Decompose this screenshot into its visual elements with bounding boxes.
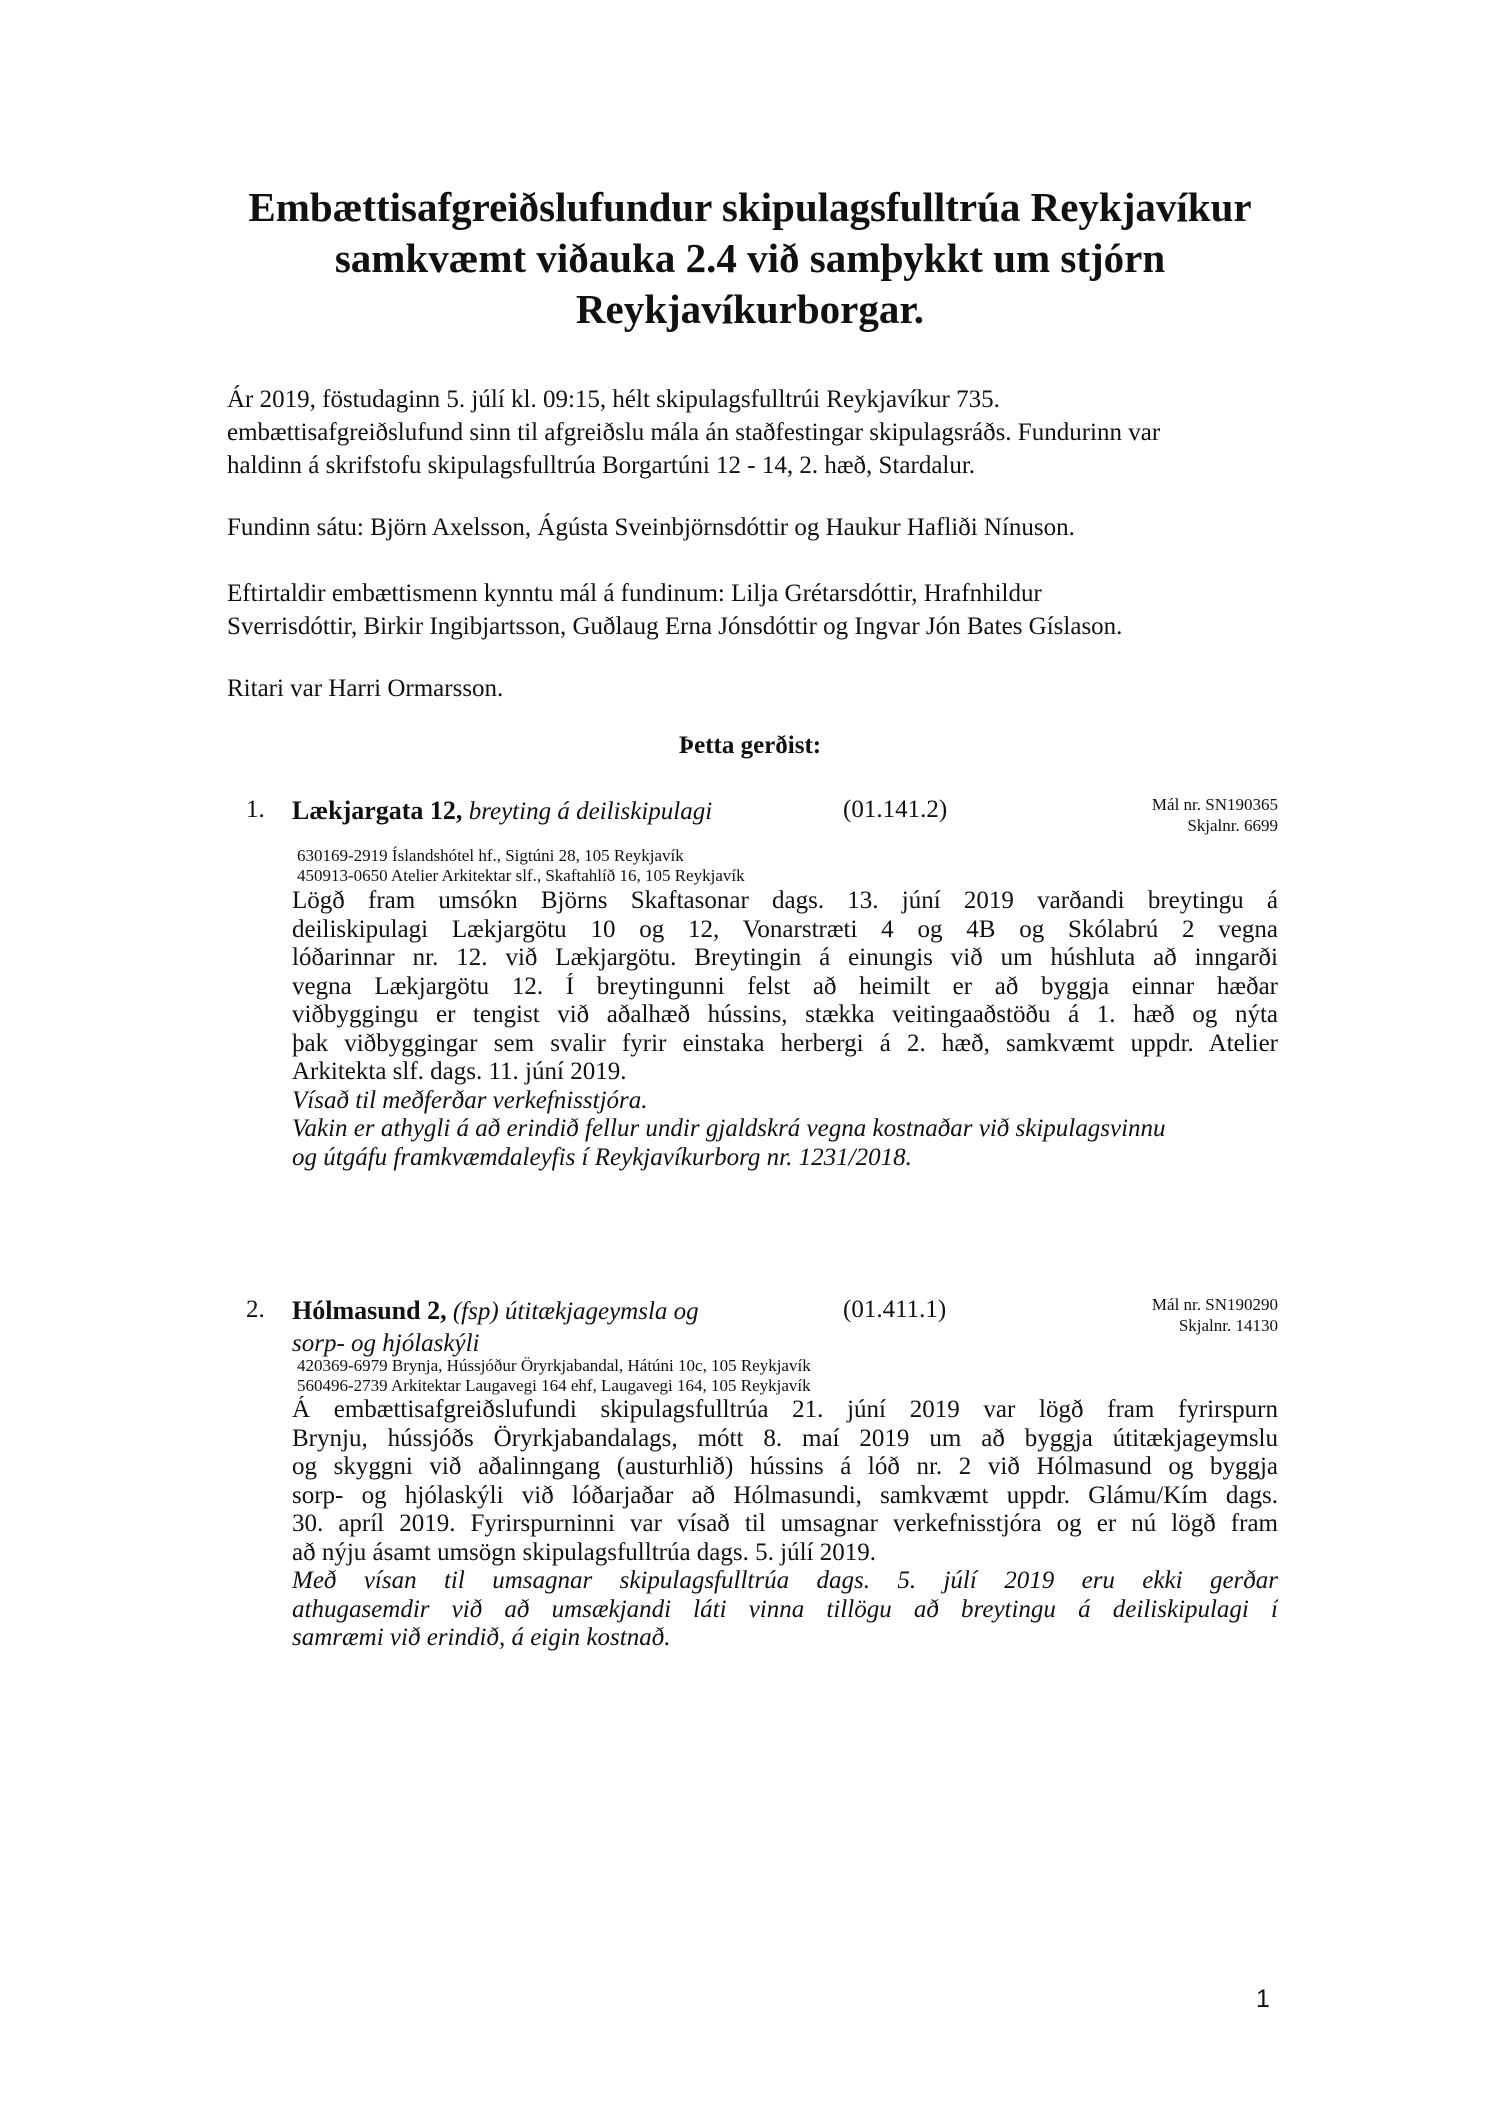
intro-line: embættisafgreiðslufund sinn til afgreiðslu mála án staðfestingar skipulagsráðs. Fundurinn var (227, 419, 1161, 446)
body-line: lóðarinnar nr. 12. við Lækjargötu. Breytingin á einungis við um húshluta að inngarði (292, 944, 1278, 971)
item-number: 1. (246, 796, 265, 823)
officials-line: Sverrisdóttir, Birkir Ingibjartsson, Guðlaug Erna Jónsdóttir og Ingvar Jón Bates Gíslason. (227, 613, 1123, 640)
item-parties (297, 1356, 811, 1396)
decision-line: Með vísan til umsagnar skipulagsfulltrúa dags. 5. júlí 2019 eru ekki gerðar (292, 1567, 1278, 1594)
item-title (292, 795, 712, 828)
party-line: 420369-6979 Brynja, Hússjóður Öryrkjabandal, Hátúni 10c, 105 Reykjavík (297, 1356, 811, 1375)
item-land-code: (01.411.1) (843, 1296, 947, 1323)
decision-line: samræmi við erindið, á eigin kostnað. (292, 1624, 671, 1651)
decision-line: athugasemdir við að umsækjandi láti vinna tillögu að breytingu á deiliskipulagi í (292, 1595, 1278, 1623)
party-line: 450913-0650 Atelier Arkitektar slf., Skaftahlíð 16, 105 Reykjavík (297, 866, 745, 885)
item-subject-line2: sorp- og hjólaskýli (292, 1330, 480, 1357)
secretary-line: Ritari var Harri Ormarsson. (227, 675, 504, 702)
item-body (292, 887, 1278, 1172)
document-title (150, 182, 1350, 335)
body-line: Arkitekta slf. dags. 11. júní 2019. (292, 1058, 627, 1085)
party-line: 630169-2919 Íslandshótel hf., Sigtúni 28, 105 Reykjavík (297, 846, 684, 865)
body-line: viðbyggingu er tengist við aðalhæð hússins, stækka veitingaaðstöðu á 1. hæð og nýta (292, 1001, 1278, 1028)
intro-paragraph (227, 383, 1287, 482)
body-line: vegna Lækjargötu 12. Í breytingunni felst að heimilt er að byggja einnar hæðar (292, 972, 1278, 1000)
item-address: Lækjargata 12, (292, 796, 463, 825)
item-reference (1152, 1294, 1278, 1336)
intro-line: Ár 2019, föstudaginn 5. júlí kl. 09:15, hélt skipulagsfulltrúi Reykjavíkur 735. (227, 386, 1000, 413)
body-line: Lögð fram umsókn Björns Skaftasonar dags. 13. júní 2019 varðandi breytingu á (292, 887, 1278, 914)
document-number: Skjalnr. 14130 (1178, 1316, 1278, 1335)
item-address: Hólmasund 2, (292, 1296, 447, 1325)
body-line: Brynju, hússjóðs Öryrkjabandalags, mótt 8. maí 2019 um að byggja útitækjageymslu (292, 1424, 1278, 1452)
body-line: og skyggni við aðalinngang (austurhlið) hússins á lóð nr. 2 við Hólmasund og byggja (292, 1453, 1278, 1480)
officials-paragraph (227, 577, 1287, 643)
document-number: Skjalnr. 6699 (1187, 816, 1278, 835)
case-number: Mál nr. SN190290 (1151, 1295, 1278, 1314)
item-land-code: (01.141.2) (843, 796, 948, 823)
item-title (292, 1295, 699, 1360)
attendees-paragraph (227, 511, 1287, 544)
body-line: sorp- og hjólaskýli við lóðarjaðar að Hólmasundi, samkvæmt uppdr. Glámu/Kím dags. (292, 1481, 1278, 1509)
party-line: 560496-2739 Arkitektar Laugavegi 164 ehf, Laugavegi 164, 105 Reykjavík (297, 1376, 811, 1395)
decision-line: og útgáfu framkvæmdaleyfis í Reykjavíkurborg nr. 1231/2018. (292, 1143, 912, 1171)
title-line: Reykjavíkurborgar. (575, 286, 925, 332)
body-line: að nýju ásamt umsögn skipulagsfulltrúa dags. 5. júlí 2019. (292, 1538, 876, 1566)
decision-line: Vísað til meðferðar verkefnisstjóra. (292, 1086, 648, 1114)
item-number: 2. (246, 1296, 265, 1323)
decision-line: Vakin er athygli á að erindið fellur undir gjaldskrá vegna kostnaðar við skipulagsvinnu (292, 1115, 1166, 1142)
title-line: Embættisafgreiðslufundur skipulagsfulltrúa Reykjavíkur (248, 184, 1252, 230)
intro-line: haldinn á skrifstofu skipulagsfulltrúa Borgartúni 12 - 14, 2. hæð, Stardalur. (227, 452, 976, 479)
item-body (292, 1396, 1278, 1653)
body-line: 30. apríl 2019. Fyrirspurninni var vísað til umsagnar verkefnisstjóra og er nú lögð fram (292, 1510, 1278, 1537)
body-line: þak viðbyggingar sem svalir fyrir einstaka herbergi á 2. hæð, samkvæmt uppdr. Atelier (292, 1029, 1278, 1057)
attendees-line: Fundinn sátu: Björn Axelsson, Ágústa Sveinbjörnsdóttir og Haukur Hafliði Nínuson. (227, 514, 1075, 541)
body-line: deiliskipulagi Lækjargötu 10 og 12, Vonarstræti 4 og 4B og Skólabrú 2 vegna (292, 915, 1278, 943)
item-parties (297, 846, 745, 886)
section-heading: Þetta gerðist: (678, 732, 822, 759)
item-reference (1152, 794, 1278, 836)
item-subject: (fsp) útitækjageymsla og (452, 1298, 699, 1325)
title-line: samkvæmt viðauka 2.4 við samþykkt um stjórn (334, 235, 1166, 281)
body-line: Á embættisafgreiðslufundi skipulagsfulltrúa 21. júní 2019 var lögð fram fyrirspurn (292, 1396, 1278, 1423)
case-number: Mál nr. SN190365 (1151, 795, 1278, 814)
secretary-paragraph (227, 672, 1287, 705)
page-number: 1 (1256, 1985, 1270, 2013)
item-subject: breyting á deiliskipulagi (468, 798, 713, 825)
officials-line: Eftirtaldir embættismenn kynntu mál á fundinum: Lilja Grétarsdóttir, Hrafnhildur (227, 580, 1042, 607)
